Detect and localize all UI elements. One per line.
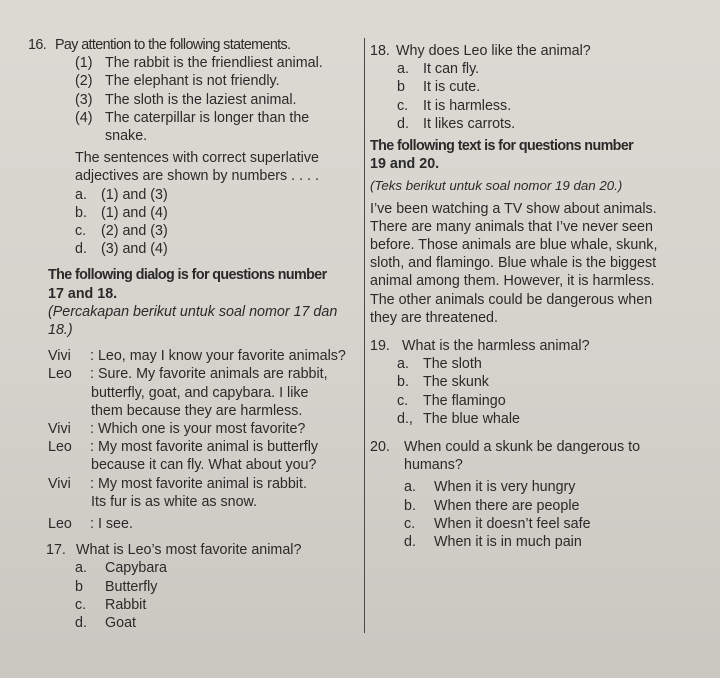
option-b: b. When there are people — [404, 497, 580, 514]
speaker: Vivi — [48, 348, 71, 365]
passage-line: The other animals could be dangerous when — [370, 291, 653, 308]
question-stem: When could a skunk be dangerous to — [404, 439, 641, 456]
statement-item: (2) The elephant is not friendly. — [75, 73, 280, 90]
question-stem: humans? — [404, 457, 463, 474]
option-d: d. (3) and (4) — [75, 241, 168, 258]
dialog-line: butterfly, goat, and capybara. I like — [91, 384, 309, 401]
question-stem: What is Leo’s most favorite animal? — [76, 542, 302, 559]
passage-line: they are threatened. — [370, 309, 498, 326]
statement-item: (4) The caterpillar is longer than the — [75, 109, 310, 126]
option-c: c. When it doesn’t feel safe — [404, 515, 591, 532]
option-a: a. When it is very hungry — [404, 479, 576, 496]
text-intro-heading: The following text is for questions number — [370, 138, 634, 155]
column-divider — [364, 38, 365, 633]
speaker: Vivi — [48, 475, 71, 492]
dialog-intro-heading: 17 and 18. — [48, 285, 118, 302]
speaker: Leo — [48, 439, 72, 456]
option-c: c. Rabbit — [75, 596, 147, 613]
dialog-line: Its fur is as white as snow. — [91, 493, 258, 510]
dialog-intro-translation: 18.) — [48, 322, 73, 339]
right-column — [370, 36, 670, 551]
option-d: d. When it is in much pain — [404, 534, 582, 551]
question-stem: What is the harmless animal? — [402, 338, 590, 355]
passage-line: sloth, and flamingo. Blue whale is the biggest — [370, 255, 657, 272]
dialog-line: Leo : My most favorite animal is butterfly — [48, 439, 319, 456]
speaker: Leo — [48, 516, 72, 533]
option-a: a. The sloth — [397, 356, 482, 373]
option-b: b. The skunk — [397, 374, 489, 391]
question-17 — [48, 541, 360, 632]
option-d: d. Goat — [75, 615, 136, 632]
dialog-intro — [48, 266, 360, 339]
text-intro-heading: 19 and 20. — [370, 156, 440, 173]
speaker: Leo — [48, 366, 72, 383]
option-d: d. It likes carrots. — [397, 115, 516, 132]
option-b: b Butterfly — [75, 578, 158, 595]
option-c: c. It is harmless. — [397, 97, 512, 114]
option-a: a. Capybara — [75, 560, 167, 577]
speaker: Vivi — [48, 421, 71, 438]
question-number: 16. — [28, 37, 47, 53]
question-text: The sentences with correct superlative — [75, 150, 319, 167]
passage-line: There are many animals that I’ve never seen — [370, 218, 653, 235]
left-column — [28, 36, 360, 632]
statement-continuation: snake. — [105, 128, 148, 145]
option-b: b It is cute. — [397, 79, 481, 96]
passage-line: animal among them. However, it is harmless. — [370, 273, 655, 290]
dialog-line: Vivi : My most favorite animal is rabbit. — [48, 475, 307, 492]
option-b: b. (1) and (4) — [75, 204, 168, 221]
option-a: a. It can fly. — [397, 61, 480, 78]
question-stem: Pay attention to the following statements. — [55, 37, 291, 53]
text-intro — [370, 137, 670, 196]
text-intro-translation: (Teks berikut untuk soal nomor 19 dan 20.) — [370, 178, 623, 194]
question-number: 19. — [370, 338, 390, 355]
option-c: c. (2) and (3) — [75, 223, 168, 240]
dialog-line: Vivi : Which one is your most favorite? — [48, 421, 306, 438]
question-stem: Why does Leo like the animal? — [396, 43, 591, 59]
dialog-line: them because they are harmless. — [91, 402, 303, 419]
dialog-line: Leo : Sure. My favorite animals are rabbit, — [48, 366, 328, 383]
option-c: c. The flamingo — [397, 392, 506, 409]
question-text: adjectives are shown by numbers . . . . — [75, 168, 319, 185]
question-16 — [28, 36, 360, 258]
question-number: 18. — [370, 43, 390, 59]
passage-line: I’ve been watching a TV show about animals. — [370, 200, 657, 217]
question-number: 20. — [370, 439, 390, 456]
dialog-line: because it can fly. What about you? — [91, 457, 317, 474]
dialog-line: Vivi : Leo, may I know your favorite animals? — [48, 348, 346, 365]
passage-line: before. Those animals are blue whale, skunk, — [370, 237, 658, 254]
reading-passage — [370, 200, 670, 327]
question-20 — [370, 438, 670, 551]
statement-item: (1) The rabbit is the friendliest animal. — [75, 55, 323, 72]
option-a: a. (1) and (3) — [75, 186, 168, 203]
dialog-line: Leo : I see. — [48, 516, 133, 533]
question-19 — [370, 337, 670, 428]
question-number: 17. — [46, 542, 66, 559]
dialog-intro-translation: (Percakapan berikut untuk soal nomor 17 dan — [48, 303, 338, 320]
dialog — [48, 347, 360, 533]
question-18 — [370, 42, 670, 133]
option-d: d., The blue whale — [397, 410, 520, 427]
statement-item: (3) The sloth is the laziest animal. — [75, 91, 297, 108]
dialog-intro-heading: The following dialog is for questions number — [48, 267, 327, 284]
